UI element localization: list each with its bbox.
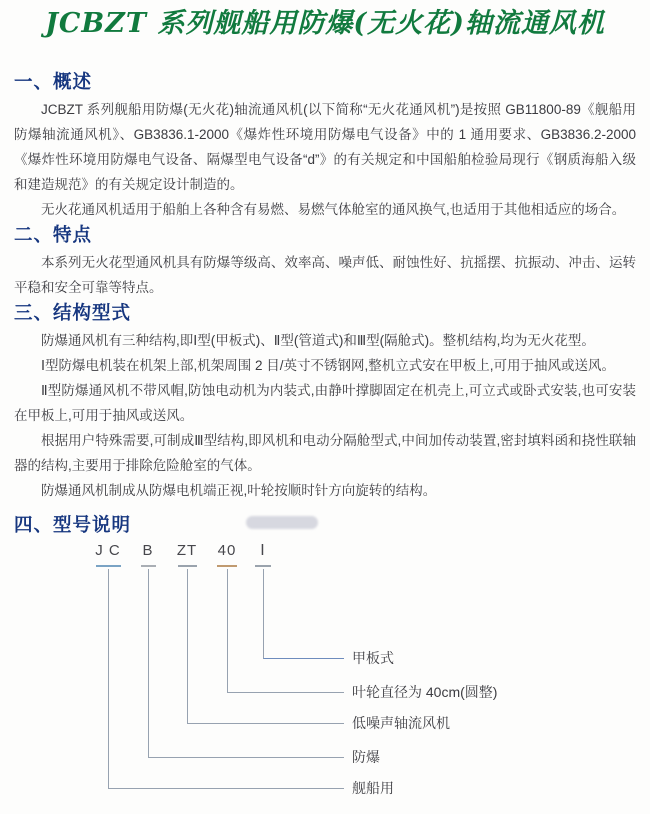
- section-heading-structure: 三、结构型式: [14, 302, 132, 323]
- model-connector-line-i: [263, 569, 344, 659]
- section-structure: [14, 301, 636, 503]
- model-code-underline-zt: [178, 565, 197, 567]
- model-code-diagram: [0, 538, 650, 814]
- section-heading-model: [0, 513, 650, 537]
- overview-paragraph-1: JCBZT 系列舰船用防爆(无火花)轴流通风机(以下简称“无火花通风机”)是按照 GB11800-89《舰船用防爆轴流通风机》、GB3836.1-2000《爆炸性环境用防爆电气设备》中的 1 通用要求、GB3836.2-2000《爆炸性环境用防爆电气设备、隔爆型电气设备“d”》的有关规定和中国船舶检验局现行《钢质海船入级和建造规范》的有关规定设计制造的。: [14, 102, 636, 192]
- page-title: JCBZT 系列舰船用防爆(无火花)轴流通风机: [45, 8, 605, 39]
- model-label-impeller-diameter: 叶轮直径为 40cm(圆整): [352, 684, 498, 700]
- model-label-marine-use: 舰船用: [352, 780, 394, 796]
- model-code-underline-jc: [96, 565, 121, 567]
- model-code-underline-i: [255, 565, 271, 567]
- model-code-underline-40: [217, 565, 237, 567]
- structure-paragraph-4: 根据用户特殊需要,可制成Ⅲ型结构,即风机和电动分隔舱型式,中间加传动装置,密封填料函和挠性联轴器的结构,主要用于排除危险舱室的气体。: [14, 433, 636, 473]
- section-overview: [14, 70, 636, 222]
- model-code-40: 40: [217, 542, 237, 559]
- structure-paragraph-5: 防爆通风机制成从防爆电机端正视,叶轮按顺时针方向旋转的结构。: [41, 483, 437, 498]
- eraser-smudge-mark: [246, 516, 318, 529]
- section-heading-overview: 一、概述: [14, 71, 93, 92]
- section-heading-features: 二、特点: [14, 224, 93, 245]
- section-model: [0, 512, 650, 814]
- model-label-deck-type: 甲板式: [352, 650, 394, 666]
- structure-paragraph-3: Ⅱ型防爆通风机不带风帽,防蚀电动机为内装式,由静叶撑脚固定在机壳上,可立式或卧式安装,也可安装在甲板上,可用于抽风或送风。: [14, 383, 636, 423]
- model-code-jc: J C: [95, 542, 121, 559]
- model-label-explosion-proof: 防爆: [352, 749, 380, 765]
- structure-paragraph-2: Ⅰ型防爆电机装在机架上部,机架周围 2 目/英寸不锈钢网,整机立式安在甲板上,可用于抽风或送风。: [41, 358, 615, 373]
- model-code-zt: ZT: [176, 542, 198, 559]
- model-code-i: Ⅰ: [260, 542, 266, 559]
- section-heading-model-text: 四、型号说明: [14, 514, 132, 535]
- overview-paragraph-2: 无火花通风机适用于船舶上各种含有易燃、易燃气体舱室的通风换气,也适用于其他相适应的场合。: [41, 202, 626, 217]
- features-paragraph-1: 本系列无火花型通风机具有防爆等级高、效率高、噪声低、耐蚀性好、抗摇摆、抗振动、冲击、运转平稳和安全可靠等特点。: [14, 255, 636, 295]
- section-features: [14, 223, 636, 300]
- structure-paragraph-1: 防爆通风机有三种结构,即Ⅰ型(甲板式)、Ⅱ型(管道式)和Ⅲ型(隔舱式)。整机结构,均为无火花型。: [41, 333, 595, 348]
- model-label-low-noise-axial: 低噪声轴流风机: [352, 715, 450, 731]
- model-code-underline-b: [141, 565, 156, 567]
- model-code-b: B: [142, 542, 154, 559]
